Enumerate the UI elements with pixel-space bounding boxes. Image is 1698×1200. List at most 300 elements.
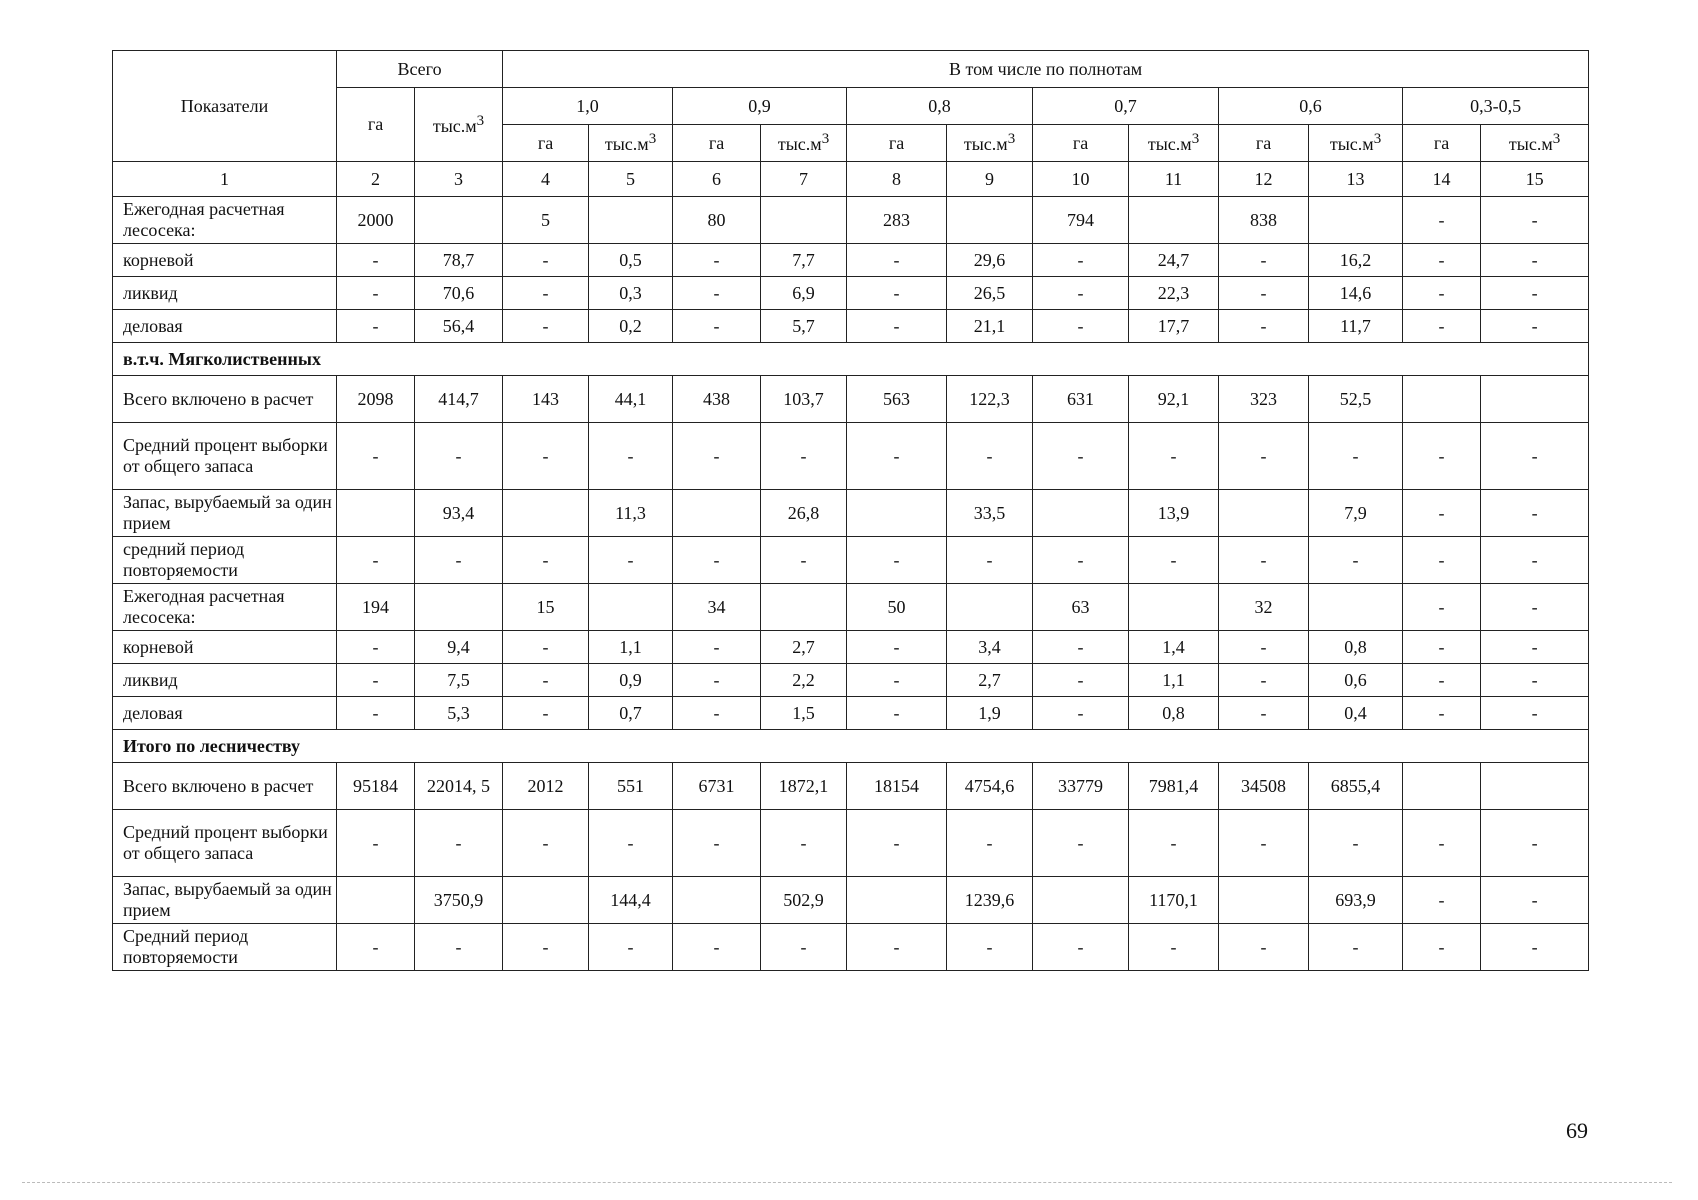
table-cell: 16,2 xyxy=(1309,244,1403,277)
table-cell: - xyxy=(1033,537,1129,584)
table-cell: - xyxy=(673,423,761,490)
table-row xyxy=(113,423,1589,490)
table-cell xyxy=(503,490,589,537)
table-cell: - xyxy=(1403,631,1481,664)
table-cell: 32 xyxy=(1219,584,1309,631)
header-ha: га xyxy=(503,125,589,162)
table-cell xyxy=(947,197,1033,244)
table-cell: - xyxy=(1219,631,1309,664)
column-number: 13 xyxy=(1309,162,1403,197)
table-cell xyxy=(761,584,847,631)
table-cell xyxy=(1219,877,1309,924)
table-cell xyxy=(673,877,761,924)
table-row xyxy=(113,763,1589,810)
table-cell: 14,6 xyxy=(1309,277,1403,310)
table-cell: 50 xyxy=(847,584,947,631)
table-cell: - xyxy=(1129,810,1219,877)
table-cell: - xyxy=(1219,310,1309,343)
table-cell: 414,7 xyxy=(415,376,503,423)
table-cell: 194 xyxy=(337,584,415,631)
column-number: 9 xyxy=(947,162,1033,197)
table-cell: - xyxy=(1481,537,1589,584)
table-row xyxy=(113,877,1589,924)
row-label: Запас, вырубаемый за один прием xyxy=(113,877,337,924)
table-cell: 3,4 xyxy=(947,631,1033,664)
table-cell: - xyxy=(1033,244,1129,277)
header-indicators: Показатели xyxy=(113,51,337,162)
table-cell: 95184 xyxy=(337,763,415,810)
table-cell: 6855,4 xyxy=(1309,763,1403,810)
table-row xyxy=(113,810,1589,877)
table-cell: 7,5 xyxy=(415,664,503,697)
table-row xyxy=(113,277,1589,310)
table-cell: - xyxy=(1219,924,1309,971)
table-cell: - xyxy=(337,697,415,730)
table-row xyxy=(113,697,1589,730)
row-label: корневой xyxy=(113,631,337,664)
table-cell: 63 xyxy=(1033,584,1129,631)
table-cell: 17,7 xyxy=(1129,310,1219,343)
table-cell: - xyxy=(761,810,847,877)
table-cell: 78,7 xyxy=(415,244,503,277)
header-total-volume: $тыс.м^3$ xyxy=(415,88,503,162)
table-cell: 2098 xyxy=(337,376,415,423)
table-cell: 693,9 xyxy=(1309,877,1403,924)
table-cell: - xyxy=(1219,537,1309,584)
header-density: 1,0 xyxy=(503,88,673,125)
table-cell: - xyxy=(761,423,847,490)
table-cell: 1,5 xyxy=(761,697,847,730)
table-cell: - xyxy=(947,924,1033,971)
row-label: Ежегодная расчетная лесосека: xyxy=(113,197,337,244)
table-cell: - xyxy=(1481,664,1589,697)
table-cell xyxy=(1481,376,1589,423)
table-cell: - xyxy=(1481,277,1589,310)
table-cell: 93,4 xyxy=(415,490,503,537)
table-cell: 323 xyxy=(1219,376,1309,423)
table-cell: - xyxy=(503,631,589,664)
table-cell: 0,4 xyxy=(1309,697,1403,730)
header-ha: га xyxy=(847,125,947,162)
column-number: 7 xyxy=(761,162,847,197)
forest-harvest-table xyxy=(112,50,1589,971)
column-number: 2 xyxy=(337,162,415,197)
table-cell: - xyxy=(1481,924,1589,971)
table-cell: - xyxy=(847,924,947,971)
table-cell: - xyxy=(1481,490,1589,537)
table-cell: 29,6 xyxy=(947,244,1033,277)
table-cell: - xyxy=(761,537,847,584)
table-cell: 2,7 xyxy=(947,664,1033,697)
header-ha: га xyxy=(1033,125,1129,162)
table-cell: - xyxy=(847,310,947,343)
table-cell: 502,9 xyxy=(761,877,847,924)
table-cell: 0,3 xyxy=(589,277,673,310)
table-cell: 7981,4 xyxy=(1129,763,1219,810)
table-cell: 22,3 xyxy=(1129,277,1219,310)
table-cell: 26,8 xyxy=(761,490,847,537)
header-volume: $тыс.м^3$ xyxy=(1309,125,1403,162)
table-row xyxy=(113,244,1589,277)
table-cell: - xyxy=(503,244,589,277)
table-cell: 144,4 xyxy=(589,877,673,924)
table-cell: - xyxy=(503,423,589,490)
header-total: Всего xyxy=(337,51,503,88)
table-cell: 56,4 xyxy=(415,310,503,343)
table-cell: - xyxy=(1403,423,1481,490)
table-cell: - xyxy=(503,664,589,697)
table-cell: - xyxy=(1033,277,1129,310)
table-cell: 0,2 xyxy=(589,310,673,343)
table-cell: - xyxy=(673,810,761,877)
table-cell: - xyxy=(1129,537,1219,584)
table-cell: 143 xyxy=(503,376,589,423)
table-cell: 631 xyxy=(1033,376,1129,423)
table-cell: 52,5 xyxy=(1309,376,1403,423)
column-number: 10 xyxy=(1033,162,1129,197)
section-label: в.т.ч. Мягколиственных xyxy=(113,343,1589,376)
table-cell: - xyxy=(673,697,761,730)
table-cell: - xyxy=(847,697,947,730)
table-cell: - xyxy=(337,277,415,310)
table-cell: - xyxy=(589,537,673,584)
table-cell: - xyxy=(337,310,415,343)
table-cell: 2,7 xyxy=(761,631,847,664)
table-cell: 34 xyxy=(673,584,761,631)
table-cell xyxy=(847,877,947,924)
table-cell: - xyxy=(1403,277,1481,310)
table-cell: - xyxy=(337,631,415,664)
table-cell xyxy=(1129,197,1219,244)
table-cell: - xyxy=(1481,244,1589,277)
table-cell: - xyxy=(1033,423,1129,490)
table-cell: - xyxy=(673,631,761,664)
table-cell: - xyxy=(1481,423,1589,490)
column-number: 11 xyxy=(1129,162,1219,197)
table-cell: 7,7 xyxy=(761,244,847,277)
table-cell: 2,2 xyxy=(761,664,847,697)
table-cell: 103,7 xyxy=(761,376,847,423)
table-cell xyxy=(589,584,673,631)
table-cell: - xyxy=(503,537,589,584)
table-cell: - xyxy=(847,244,947,277)
table-cell: 1,1 xyxy=(1129,664,1219,697)
table-cell: - xyxy=(847,277,947,310)
header-density: 0,8 xyxy=(847,88,1033,125)
table-cell: - xyxy=(337,924,415,971)
table-cell: 1,1 xyxy=(589,631,673,664)
table-cell xyxy=(337,490,415,537)
column-number: 5 xyxy=(589,162,673,197)
table-cell: - xyxy=(1481,584,1589,631)
table-cell: 33,5 xyxy=(947,490,1033,537)
table-cell: - xyxy=(1309,924,1403,971)
table-cell: - xyxy=(761,924,847,971)
column-number: 12 xyxy=(1219,162,1309,197)
table-cell: 9,4 xyxy=(415,631,503,664)
section-row xyxy=(113,343,1589,376)
table-cell: 33779 xyxy=(1033,763,1129,810)
header-volume: $тыс.м^3$ xyxy=(589,125,673,162)
table-cell xyxy=(415,197,503,244)
table-cell: - xyxy=(1403,584,1481,631)
table-cell: 5,7 xyxy=(761,310,847,343)
column-number: 3 xyxy=(415,162,503,197)
table-cell: - xyxy=(503,697,589,730)
table-cell: 34508 xyxy=(1219,763,1309,810)
table-cell: - xyxy=(415,924,503,971)
table-cell: - xyxy=(1403,537,1481,584)
row-label: Всего включено в расчет xyxy=(113,763,337,810)
table-cell xyxy=(847,490,947,537)
table-cell: - xyxy=(589,810,673,877)
table-cell: - xyxy=(1403,924,1481,971)
header-density: 0,9 xyxy=(673,88,847,125)
table-row xyxy=(113,490,1589,537)
table-cell: 2012 xyxy=(503,763,589,810)
table-cell: - xyxy=(337,537,415,584)
row-label: Средний процент выборки от общего запаса xyxy=(113,810,337,877)
table-cell: - xyxy=(589,423,673,490)
table-cell xyxy=(1481,763,1589,810)
row-label: ликвид xyxy=(113,277,337,310)
table-cell: 15 xyxy=(503,584,589,631)
table-cell: - xyxy=(337,664,415,697)
table-cell: - xyxy=(337,423,415,490)
table-cell: 0,8 xyxy=(1129,697,1219,730)
table-row xyxy=(113,376,1589,423)
table-cell: - xyxy=(1403,244,1481,277)
table-cell: - xyxy=(337,244,415,277)
table-cell: 5 xyxy=(503,197,589,244)
table-cell xyxy=(673,490,761,537)
table-cell: 2000 xyxy=(337,197,415,244)
bottom-rule xyxy=(22,1182,1672,1183)
table-cell: - xyxy=(1033,310,1129,343)
table-cell: - xyxy=(415,810,503,877)
header-by-density: В том числе по полнотам xyxy=(503,51,1589,88)
table-cell xyxy=(1403,376,1481,423)
table-cell: - xyxy=(947,537,1033,584)
table-row xyxy=(113,197,1589,244)
table-cell: - xyxy=(1033,924,1129,971)
column-number: 4 xyxy=(503,162,589,197)
table-row xyxy=(113,924,1589,971)
table-row xyxy=(113,537,1589,584)
table-cell xyxy=(415,584,503,631)
table-cell: 80 xyxy=(673,197,761,244)
table-cell: 4754,6 xyxy=(947,763,1033,810)
row-label: средний период повторяемости xyxy=(113,537,337,584)
table-cell: 6,9 xyxy=(761,277,847,310)
table-cell: 794 xyxy=(1033,197,1129,244)
table-cell: - xyxy=(847,810,947,877)
table-cell: - xyxy=(1403,697,1481,730)
table-cell: - xyxy=(947,810,1033,877)
row-label: ликвид xyxy=(113,664,337,697)
column-number: 15 xyxy=(1481,162,1589,197)
header-total-ha: га xyxy=(337,88,415,162)
column-number: 1 xyxy=(113,162,337,197)
table-cell: - xyxy=(415,537,503,584)
table-cell: - xyxy=(1033,631,1129,664)
table-cell: 0,6 xyxy=(1309,664,1403,697)
table-cell xyxy=(761,197,847,244)
header-volume: $тыс.м^3$ xyxy=(947,125,1033,162)
row-label: Средний период повторяемости xyxy=(113,924,337,971)
table-cell: - xyxy=(1033,810,1129,877)
header-density: 0,7 xyxy=(1033,88,1219,125)
table-cell: 6731 xyxy=(673,763,761,810)
section-row xyxy=(113,730,1589,763)
table-cell: - xyxy=(1129,423,1219,490)
table-cell: - xyxy=(1481,697,1589,730)
table-cell: 551 xyxy=(589,763,673,810)
table-cell: 70,6 xyxy=(415,277,503,310)
column-number: 8 xyxy=(847,162,947,197)
header-ha: га xyxy=(1403,125,1481,162)
table-cell: - xyxy=(847,664,947,697)
table-cell: - xyxy=(1481,877,1589,924)
table-cell: - xyxy=(1033,664,1129,697)
table-cell: - xyxy=(1309,423,1403,490)
row-label: Всего включено в расчет xyxy=(113,376,337,423)
table-cell: 13,9 xyxy=(1129,490,1219,537)
header-volume: $тыс.м^3$ xyxy=(761,125,847,162)
table-row xyxy=(113,631,1589,664)
table-cell: 7,9 xyxy=(1309,490,1403,537)
table-cell: 283 xyxy=(847,197,947,244)
column-number-row xyxy=(113,162,1589,197)
table-cell: - xyxy=(847,423,947,490)
table-cell: - xyxy=(589,924,673,971)
table-cell: - xyxy=(1403,664,1481,697)
table-cell: - xyxy=(947,423,1033,490)
table-cell xyxy=(1309,197,1403,244)
column-number: 14 xyxy=(1403,162,1481,197)
header-density: 0,3-0,5 xyxy=(1403,88,1589,125)
table-cell: - xyxy=(847,537,947,584)
table-cell: 21,1 xyxy=(947,310,1033,343)
table-cell: - xyxy=(1481,631,1589,664)
table-cell: 44,1 xyxy=(589,376,673,423)
table-cell: - xyxy=(673,537,761,584)
table-cell xyxy=(1033,490,1129,537)
table-cell: - xyxy=(1219,244,1309,277)
table-cell: - xyxy=(337,810,415,877)
table-cell: - xyxy=(1129,924,1219,971)
table-cell: - xyxy=(503,924,589,971)
table-cell: 563 xyxy=(847,376,947,423)
row-label: Ежегодная расчетная лесосека: xyxy=(113,584,337,631)
table-cell: 1872,1 xyxy=(761,763,847,810)
table-cell: 438 xyxy=(673,376,761,423)
table-row xyxy=(113,584,1589,631)
table-cell: 838 xyxy=(1219,197,1309,244)
table-cell xyxy=(503,877,589,924)
table-cell: 11,7 xyxy=(1309,310,1403,343)
table-cell: 18154 xyxy=(847,763,947,810)
table-cell: 1239,6 xyxy=(947,877,1033,924)
table-cell: 22014, 5 xyxy=(415,763,503,810)
table-cell: 0,8 xyxy=(1309,631,1403,664)
table-cell: - xyxy=(673,924,761,971)
table-cell: 11,3 xyxy=(589,490,673,537)
table-cell xyxy=(1309,584,1403,631)
table-cell: 26,5 xyxy=(947,277,1033,310)
header-ha: га xyxy=(673,125,761,162)
table-cell xyxy=(947,584,1033,631)
table-cell: - xyxy=(1481,197,1589,244)
table-cell xyxy=(1129,584,1219,631)
header-volume: $тыс.м^3$ xyxy=(1129,125,1219,162)
table-cell: - xyxy=(1309,537,1403,584)
table-cell xyxy=(1219,490,1309,537)
table-cell: - xyxy=(1403,310,1481,343)
row-label: деловая xyxy=(113,310,337,343)
table-cell xyxy=(1033,877,1129,924)
row-label: корневой xyxy=(113,244,337,277)
table-cell: - xyxy=(1403,810,1481,877)
table-cell: 92,1 xyxy=(1129,376,1219,423)
table-cell: 0,9 xyxy=(589,664,673,697)
page-number: 69 xyxy=(1566,1118,1588,1143)
row-label: Запас, вырубаемый за один прием xyxy=(113,490,337,537)
table-cell: 0,5 xyxy=(589,244,673,277)
table-cell: - xyxy=(673,244,761,277)
table-cell: 1,4 xyxy=(1129,631,1219,664)
table-cell: 5,3 xyxy=(415,697,503,730)
table-cell: - xyxy=(503,810,589,877)
table-cell: - xyxy=(1219,664,1309,697)
table-cell: - xyxy=(1309,810,1403,877)
table-cell: - xyxy=(1403,877,1481,924)
table-cell: - xyxy=(415,423,503,490)
table-cell xyxy=(589,197,673,244)
table-cell: 122,3 xyxy=(947,376,1033,423)
section-label: Итого по лесничеству xyxy=(113,730,1589,763)
table-cell xyxy=(1403,763,1481,810)
table-cell: - xyxy=(673,277,761,310)
row-label: Средний процент выборки от общего запаса xyxy=(113,423,337,490)
table-cell: - xyxy=(1403,197,1481,244)
header-ha: га xyxy=(1219,125,1309,162)
header-volume: $тыс.м^3$ xyxy=(1481,125,1589,162)
table-cell: - xyxy=(1033,697,1129,730)
column-number: 6 xyxy=(673,162,761,197)
table-cell: - xyxy=(673,310,761,343)
table-cell: - xyxy=(1481,810,1589,877)
table-cell: - xyxy=(503,277,589,310)
table-cell: 1,9 xyxy=(947,697,1033,730)
header-density: 0,6 xyxy=(1219,88,1403,125)
table-cell: 0,7 xyxy=(589,697,673,730)
table-cell: - xyxy=(503,310,589,343)
table-cell: 1170,1 xyxy=(1129,877,1219,924)
table-cell xyxy=(337,877,415,924)
table-cell: 3750,9 xyxy=(415,877,503,924)
table-cell: - xyxy=(1403,490,1481,537)
table-cell: - xyxy=(1219,277,1309,310)
table-cell: - xyxy=(1219,810,1309,877)
table-cell: 24,7 xyxy=(1129,244,1219,277)
table-cell: - xyxy=(1219,423,1309,490)
table-cell: - xyxy=(1219,697,1309,730)
table-cell: - xyxy=(847,631,947,664)
table-row xyxy=(113,664,1589,697)
row-label: деловая xyxy=(113,697,337,730)
table-row xyxy=(113,310,1589,343)
